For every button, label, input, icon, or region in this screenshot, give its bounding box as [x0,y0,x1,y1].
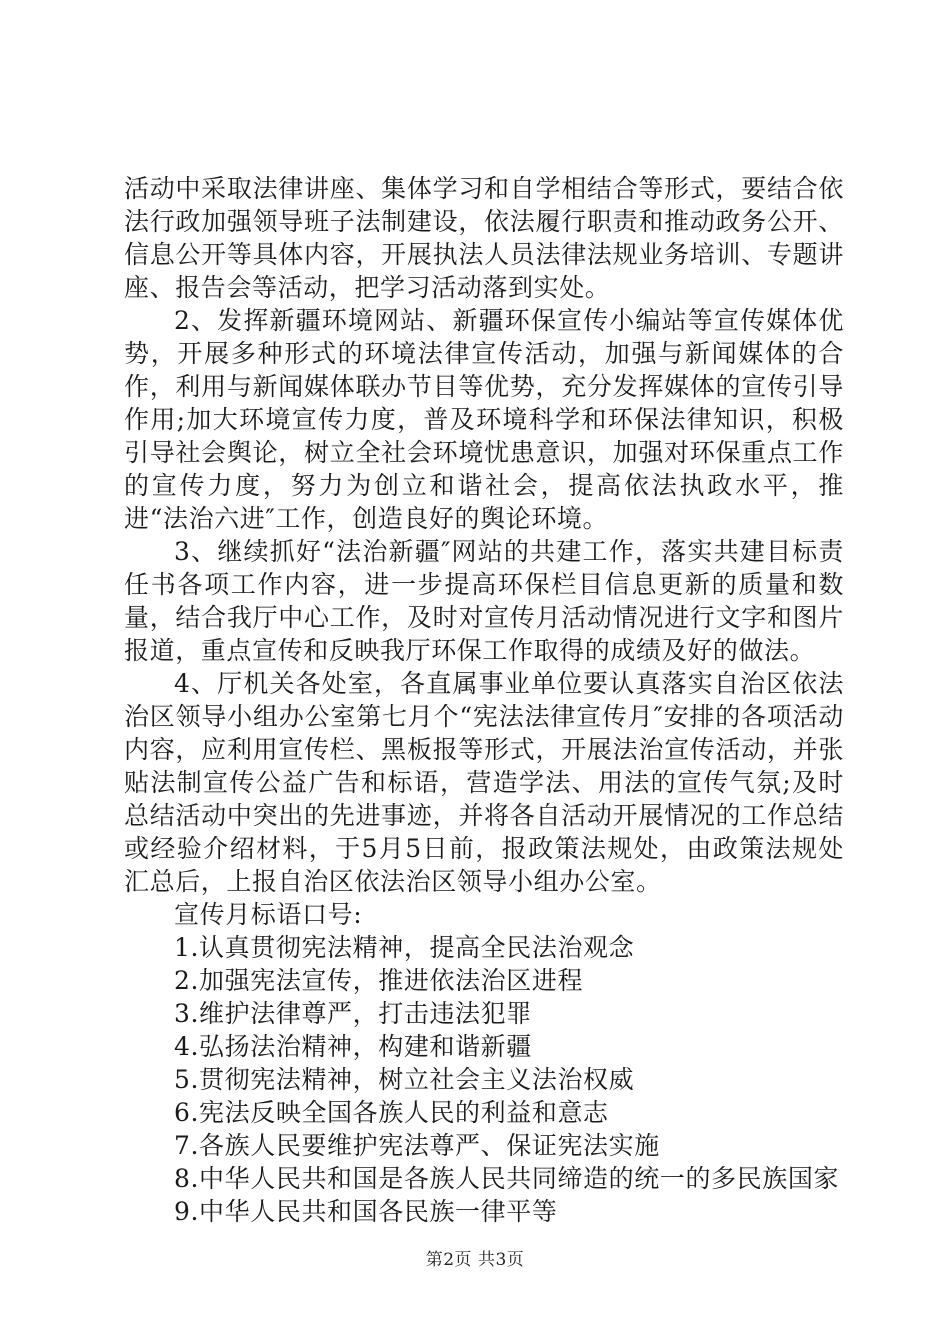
slogan-item: 9.中华人民共和国各民族一律平等 [174,1197,558,1226]
slogan-item: 8.中华人民共和国是各族人民共同缔造的统一的多民族国家 [174,1164,840,1193]
slogan-item: 6.宪法反映全国各族人民的利益和意志 [174,1098,609,1127]
slogan-item: 1.认真贯彻宪法精神，提高全民法治观念 [174,933,635,962]
slogan-item: 7.各族人民要维护宪法尊严、保证宪法实施 [174,1131,660,1160]
paragraph-item-2: 2、发挥新疆环境网站、新疆环保宣传小编站等宣传媒体优势，开展多种形式的环境法律宣传活动，加强与新闻媒体的合作，利用与新闻媒体联办节目等优势，充分发挥媒体的宣传引导作用;加大环境宣传力度，普及环境科学和环保法律知识，积极引导社会舆论，树立全社会环境忧患意识，加强对环保重点工作的宣传力度，努力为创立和谐社会，提高依法执政水平，推进“法治六进″工作，创造良好的舆论环境。 [124,306,844,533]
slogan-item: 5.贯彻宪法精神，树立社会主义法治权威 [174,1065,635,1094]
slogan-item: 4.弘扬法治精神，构建和谐新疆 [174,1032,532,1061]
paragraph-continued: 活动中采取法律讲座、集体学习和自学相结合等形式，要结合依法行政加强领导班子法制建设，依法履行职责和推动政务公开、信息公开等具体内容，开展执法人员法律法规业务培训、专题讲座、报告会等活动，把学习活动落到实处。 [124,174,844,302]
slogans-list [124,931,844,1228]
slogan-item: 2.加强宪法宣传，推进依法治区进程 [174,966,584,995]
paragraph-item-3: 3、继续抓好“法治新疆″网站的共建工作，落实共建目标责任书各项工作内容，进一步提高环保栏目信息更新的质量和数量，结合我厅中心工作，及时对宣传月活动情况进行文字和图片报道，重点宣传和反映我厅环保工作取得的成绩及好的做法。 [124,537,844,665]
slogans-heading: 宣传月标语口号: [174,900,363,929]
slogan-item: 3.维护法律尊严，打击违法犯罪 [174,999,532,1028]
paragraph-item-4: 4、厅机关各处室，各直属事业单位要认真落实自治区依法治区领导小组办公室第七月个“宪法法律宣传月″安排的各项活动内容，应利用宣传栏、黑板报等形式，开展法治宣传活动，并张贴法制宣传公益广告和标语，营造学法、用法的宣传气氛;及时总结活动中突出的先进事迹，并将各自活动开展情况的工作总结或经验介绍材料，于5月5日前，报政策法规处，由政策法规处汇总后，上报自治区依法治区领导小组办公室。 [124,669,844,896]
document-body [124,172,844,1228]
page-number-footer: 第2页 共3页 [425,1250,525,1270]
